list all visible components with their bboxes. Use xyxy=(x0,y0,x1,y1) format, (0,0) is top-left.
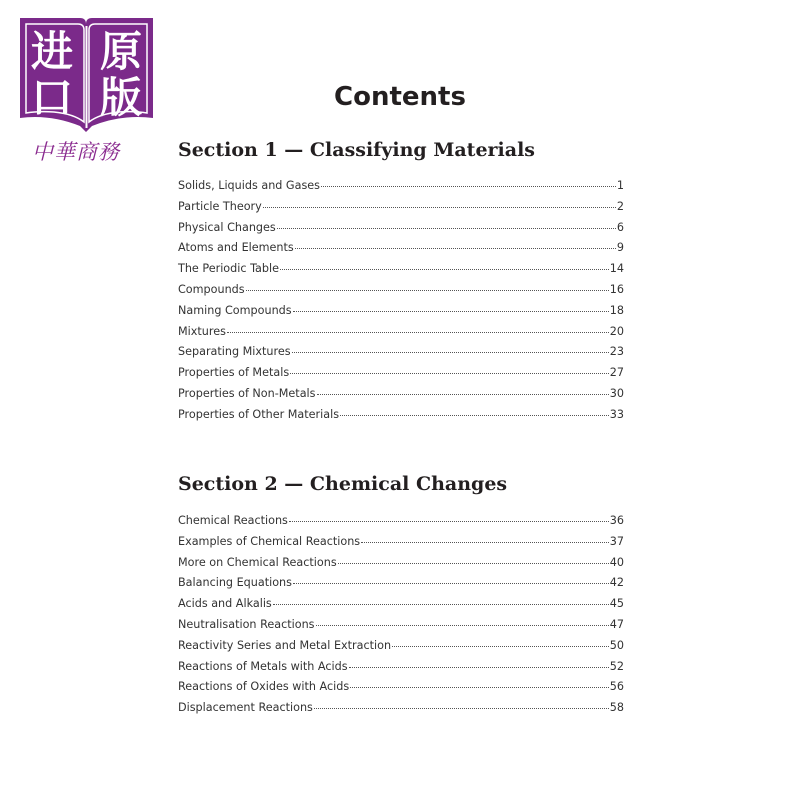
toc-entry-label: Reactions of Oxides with Acids xyxy=(178,680,350,694)
dot-leader xyxy=(350,687,609,688)
toc-entry[interactable] xyxy=(178,680,624,701)
book-logo-icon xyxy=(14,14,159,136)
toc-entry[interactable] xyxy=(178,304,624,325)
dot-leader xyxy=(227,332,609,333)
toc-entry-label: Compounds xyxy=(178,282,245,296)
toc-entry-label: Physical Changes xyxy=(178,220,276,234)
toc-entry-page: 52 xyxy=(609,659,624,673)
toc-entry[interactable] xyxy=(178,535,624,556)
toc-entry-page: 40 xyxy=(609,555,624,569)
toc-entry[interactable] xyxy=(178,179,624,200)
dot-leader xyxy=(280,269,609,270)
dot-leader xyxy=(263,207,616,208)
toc-entry-page: 30 xyxy=(609,386,624,400)
toc-entry-page: 56 xyxy=(609,680,624,694)
toc-entry[interactable] xyxy=(178,387,624,408)
logo-glyph-1: 进 xyxy=(30,27,74,76)
toc-entry-page: 45 xyxy=(609,597,624,611)
toc-entry[interactable] xyxy=(178,618,624,639)
dot-leader xyxy=(246,290,609,291)
toc-entry[interactable] xyxy=(178,514,624,535)
logo-glyph-4: 版 xyxy=(99,73,143,122)
toc-entry-label: Reactivity Series and Metal Extraction xyxy=(178,638,392,652)
toc-entry-label: Solids, Liquids and Gases xyxy=(178,179,321,192)
dot-leader xyxy=(273,604,609,605)
toc-entry-label: Acids and Alkalis xyxy=(178,597,272,611)
toc-entry-page: 42 xyxy=(609,576,624,590)
toc-entry-label: Reactions of Metals with Acids xyxy=(178,659,348,673)
dot-leader xyxy=(361,542,609,543)
dot-leader xyxy=(295,248,616,249)
dot-leader xyxy=(290,373,609,374)
toc-entry-page: 36 xyxy=(609,514,624,527)
logo-glyph-3: 口 xyxy=(30,73,74,122)
section-1 xyxy=(178,135,624,429)
dot-leader xyxy=(338,563,609,564)
logo-glyph-2: 原 xyxy=(99,27,143,76)
toc-entry[interactable] xyxy=(178,660,624,681)
toc-entry-page: 58 xyxy=(609,701,624,715)
toc-entry-label: The Periodic Table xyxy=(178,262,279,276)
toc-entry-page: 20 xyxy=(609,324,624,338)
dot-leader xyxy=(314,708,609,709)
toc-entry-page: 2 xyxy=(616,199,624,213)
toc-entry-page: 23 xyxy=(609,345,624,359)
toc-entry-page: 16 xyxy=(609,282,624,296)
dot-leader xyxy=(392,646,609,647)
toc-entry-page: 9 xyxy=(616,241,624,255)
toc-entry-label: Properties of Non-Metals xyxy=(178,386,316,400)
dot-leader xyxy=(277,228,616,229)
toc-entry-page: 50 xyxy=(609,638,624,652)
toc-entry-label: Separating Mixtures xyxy=(178,345,291,359)
toc-entry[interactable] xyxy=(178,325,624,346)
toc-entry[interactable] xyxy=(178,241,624,262)
toc-entry-page: 18 xyxy=(609,303,624,317)
section-2 xyxy=(178,469,624,722)
toc-list xyxy=(178,179,624,429)
toc-entry-label: Particle Theory xyxy=(178,199,262,213)
toc-entry-page: 47 xyxy=(609,617,624,631)
logo-caption: 中華商務 xyxy=(32,140,120,164)
toc-entry[interactable] xyxy=(178,556,624,577)
toc-entry[interactable] xyxy=(178,701,624,722)
dot-leader xyxy=(293,311,609,312)
toc-entry-page: 37 xyxy=(609,534,624,548)
toc-entry[interactable] xyxy=(178,597,624,618)
toc-entry-label: Properties of Metals xyxy=(178,366,290,380)
toc-entry[interactable] xyxy=(178,221,624,242)
dot-leader xyxy=(317,394,609,395)
toc-entry[interactable] xyxy=(178,200,624,221)
dot-leader xyxy=(321,186,616,187)
section-heading: Section 2 — Chemical Changes xyxy=(178,473,508,495)
toc-entry-label: Balancing Equations xyxy=(178,576,292,590)
toc-entry-label: Neutralisation Reactions xyxy=(178,617,315,631)
toc-entry-label: Properties of Other Materials xyxy=(178,407,340,421)
toc-entry[interactable] xyxy=(178,639,624,660)
toc-entry-label: Naming Compounds xyxy=(178,303,292,317)
toc-entry-label: Mixtures xyxy=(178,324,226,338)
toc-entry-page: 6 xyxy=(616,220,624,234)
toc-entry-label: Chemical Reactions xyxy=(178,514,288,527)
toc-entry-page: 1 xyxy=(616,179,624,192)
toc-entry-page: 27 xyxy=(609,366,624,380)
toc-entry-label: Displacement Reactions xyxy=(178,701,313,715)
dot-leader xyxy=(292,352,609,353)
toc-entry[interactable] xyxy=(178,576,624,597)
page-title: Contents xyxy=(334,82,466,112)
toc-entry[interactable] xyxy=(178,408,624,429)
toc-entry[interactable] xyxy=(178,345,624,366)
dot-leader xyxy=(293,583,609,584)
toc-entry-page: 33 xyxy=(609,407,624,421)
section-heading: Section 1 — Classifying Materials xyxy=(178,139,535,161)
dot-leader xyxy=(289,521,609,522)
toc-entry[interactable] xyxy=(178,262,624,283)
toc-entry[interactable] xyxy=(178,366,624,387)
dot-leader xyxy=(316,625,609,626)
toc-entry-page: 14 xyxy=(609,262,624,276)
dot-leader xyxy=(349,667,609,668)
toc-list xyxy=(178,514,624,722)
toc-entry-label: Examples of Chemical Reactions xyxy=(178,534,361,548)
toc-entry[interactable] xyxy=(178,283,624,304)
dot-leader xyxy=(340,415,609,416)
toc-entry-label: More on Chemical Reactions xyxy=(178,555,337,569)
toc-entry-label: Atoms and Elements xyxy=(178,241,294,255)
